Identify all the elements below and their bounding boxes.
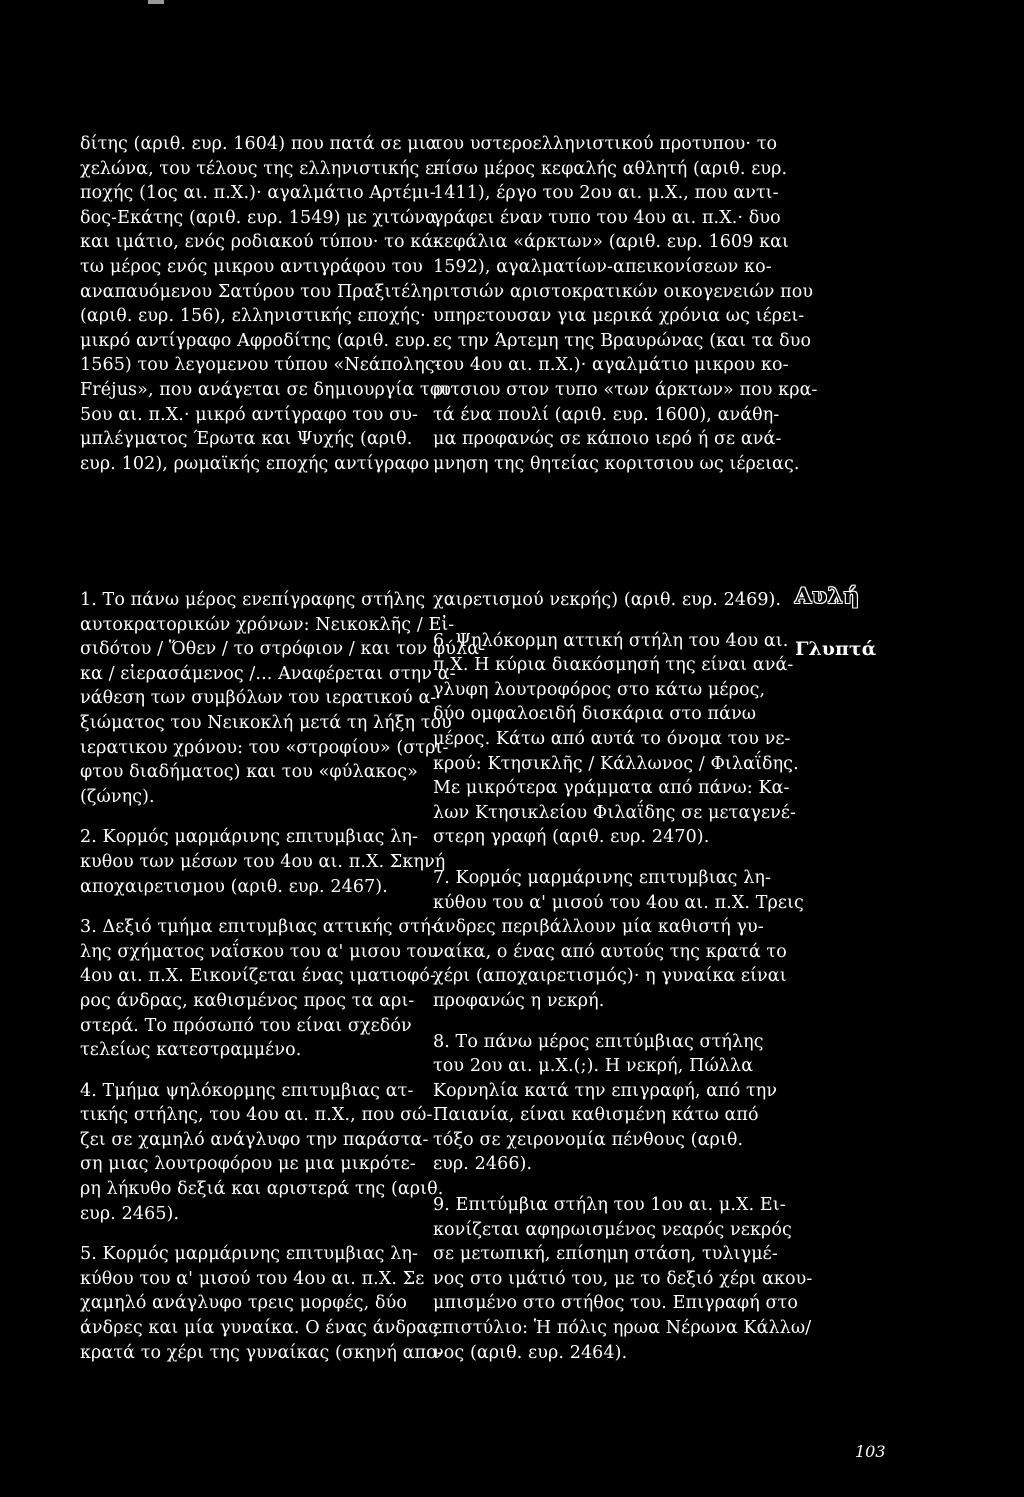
text-line: αναπαυόμενου Σατύρου του Πραξιτέλη — [80, 281, 433, 302]
text-line: μπλέγματος Έρωτα και Ψυχής (αριθ. — [80, 429, 413, 450]
masthead-title: Αυλή — [795, 583, 860, 608]
text-line: του υστεροελληνιστικού προτυπου· το — [433, 134, 778, 154]
body-text-left-column — [80, 132, 451, 476]
text-line: Παιανία, είναι καθισμένη κάτω από — [433, 1105, 759, 1126]
caption-paragraph — [80, 588, 485, 809]
text-line: στερη γραφή (αριθ. ευρ. 2470). — [433, 827, 710, 848]
text-line: κεφάλια «άρκτων» (αριθ. ευρ. 1609 και — [433, 232, 790, 253]
text-line: χαιρετισμού νεκρής) (αριθ. ευρ. 2469). — [433, 590, 782, 610]
text-line: τελείως κατεστραμμένο. — [80, 1040, 302, 1061]
text-line: 9. Επιτύμβια στήλη του 1ου αι. μ.Χ. Ει- — [433, 1195, 786, 1216]
text-line: 7. Κορμός μαρμάρινης επιτυμβιας λη- — [433, 867, 772, 888]
text-line: μπισμένο στο στήθος του. Επιγραφή στο — [433, 1293, 798, 1314]
text-line: κα / εἰερασάμενος /... Αναφέρεται στην α- — [80, 663, 456, 684]
text-line: 2. Κορμός μαρμάρινης επιτυμβιας λη- — [80, 827, 419, 848]
text-line: άνδρες και μία γυναίκα. Ο ένας άνδρας — [80, 1318, 439, 1339]
text-line: τά ένα πουλί (αριθ. ευρ. 1600), ανάθη- — [433, 404, 780, 425]
text-line: μικρό αντίγραφο Αφροδίτης (αριθ. ευρ. — [80, 330, 431, 351]
text-line: επιστύλιο: Ἡ πόλις ηρωα Νέρωνα Κάλλω/ — [433, 1318, 812, 1339]
caption-paragraph — [80, 1079, 485, 1227]
text-line: χαμηλό ανάγλυφο τρεις μορφές, δύο — [80, 1293, 407, 1314]
text-line: λων Κτησικλείου Φιλαΐδης σε μεταγενέ- — [433, 802, 797, 823]
caption-paragraph — [433, 1030, 812, 1178]
text-line: 8. Το πάνω μέρος επιτύμβιας στήλης — [433, 1031, 764, 1052]
text-line: δίτης (αριθ. ευρ. 1604) που πατά σε μια — [80, 134, 438, 154]
text-line: μα προφανώς σε κάποιο ιερό ή σε ανά- — [433, 429, 782, 450]
text-line: του 2ου αι. μ.Χ.(;). Η νεκρή, Πώλλα — [433, 1056, 754, 1077]
text-line: και ιμάτιο, ενός ροδιακού τύπου· το κά- — [80, 232, 440, 253]
text-line: ευρ. 102), ρωμαϊκής εποχής αντίγραφο — [80, 453, 430, 474]
text-line: νος στο ιμάτιό του, με το δεξιό χέρι ακου- — [433, 1268, 813, 1289]
text-line: 1592), αγαλματίων-απεικονίσεων κο- — [433, 256, 772, 277]
text-line: νάθεση των συμβόλων του ιερατικού α- — [80, 688, 437, 709]
text-line: 5. Κορμός μαρμάρινης επιτυμβιας λη- — [80, 1244, 419, 1265]
text-line: μνηση της θητείας κοριτσιου ως ιέρειας. — [433, 453, 800, 474]
caption-paragraph — [433, 1193, 812, 1365]
text-line: υπηρετουσαν για μερικά χρόνια ως ιέρει- — [433, 306, 805, 327]
caption-paragraph — [433, 588, 812, 613]
text-line: ποχής (1ος αι. π.Χ.)· αγαλμάτιο Αρτέμι- — [80, 183, 436, 204]
caption-paragraph — [433, 629, 812, 850]
body-text-right-column — [433, 132, 818, 476]
text-line: Fréjus», που ανάγεται σε δημιουργία του — [80, 379, 452, 400]
caption-paragraph — [80, 825, 485, 899]
text-line: κρατά το χέρι της γυναίκας (σκηνή απο- — [80, 1342, 443, 1363]
caption-paragraph — [80, 1242, 485, 1365]
text-line: 3. Δεξιό τμήμα επιτυμβιας αττικής στή- — [80, 917, 437, 938]
text-line: πίσω μέρος κεφαλής αθλητή (αριθ. ευρ. — [433, 158, 788, 179]
text-line: του 4ου αι. π.Χ.)· αγαλμάτιο μικρου κο- — [433, 355, 789, 376]
caption-paragraph — [80, 915, 485, 1063]
text-line: νος (αριθ. ευρ. 2464). — [433, 1342, 628, 1363]
text-line: 5ου αι. π.Χ.· μικρό αντίγραφο του συ- — [80, 404, 418, 425]
text-line: άνδρες περιβάλλουν μία καθιστή γυ- — [433, 917, 764, 938]
text-line: 1565) του λεγομενου τύπου «Νεάπολης- — [80, 355, 441, 376]
text-line: ναίκα, ο ένας από αυτούς της κρατά το — [433, 941, 787, 962]
text-line: τόξο σε χειρονομία πένθους (αριθ. — [433, 1129, 744, 1150]
text-line: αποχαιρετισμου (αριθ. ευρ. 2467). — [80, 876, 388, 897]
text-line: ριτσιών αριστοκρατικών οικογενειών που — [433, 281, 814, 302]
text-line: ιερατικου χρόνου: του «στροφίου» (στρι- — [80, 737, 449, 758]
text-line: Κορνηλία κατά την επιγραφή, από την — [433, 1080, 778, 1101]
text-line: χέρι (αποχαιρετισμός)· η γυναίκα είναι — [433, 966, 787, 987]
text-line: σιδότου / Ὅθεν / το στρόφιον / και τον φύλα- — [80, 639, 486, 660]
text-line: ευρ. 2465). — [80, 1203, 180, 1224]
text-line: ρη λήκυθο δεξιά και αριστερά της (αριθ. — [80, 1179, 444, 1200]
text-line: μέρος. Κάτω από αυτά το όνομα του νε- — [433, 728, 791, 749]
text-line: 1411), έργο του 2ου αι. μ.Χ., που αντι- — [433, 183, 779, 204]
text-line: (αριθ. ευρ. 156), ελληνιστικής εποχής· — [80, 306, 426, 327]
text-line: δος-Εκάτης (αριθ. ευρ. 1549) με χιτώνα — [80, 207, 438, 228]
text-line: σε μετωπική, επίσημη στάση, τυλιγμέ- — [433, 1244, 778, 1265]
text-line: κύθου του α' μισού του 4ου αι. π.Χ. Σε — [80, 1268, 425, 1289]
text-line: ρος άνδρας, καθισμένος προς τα αρι- — [80, 990, 415, 1011]
caption-paragraph — [433, 866, 812, 1014]
text-line: ζει σε χαμηλό ανάγλυφο την παράστα- — [80, 1129, 429, 1150]
captions-left-column — [80, 588, 485, 1381]
text-line: κύθου του α' μισού του 4ου αι. π.Χ. Τρεις — [433, 892, 804, 913]
text-line: 1. Το πάνω μέρος ενεπίγραφης στήλης — [80, 590, 426, 610]
text-line: 6. Ψηλόκορμη αττική στήλη του 4ου αι. — [433, 630, 789, 651]
text-line: δύο ομφαλοειδή δισκάρια στο πάνω — [433, 704, 757, 725]
text-line: κονίζεται αφηρωισμένος νεαρός νεκρός — [433, 1219, 792, 1240]
text-line: τω μέρος ενός μικρου αντιγράφου του — [80, 256, 423, 277]
top-edge-mark — [148, 0, 164, 4]
text-line: προφανώς η νεκρή. — [433, 990, 605, 1011]
text-line: π.Χ. Η κύρια διακόσμησή της είναι ανά- — [433, 655, 794, 676]
text-line: φτου διαδήματος) και του «φύλακος» — [80, 762, 418, 783]
text-line: κυθου των μέσων του 4ου αι. π.Χ. Σκηνή — [80, 851, 446, 872]
text-line: ες την Άρτεμη της Βραυρώνας (και τα δυο — [433, 330, 812, 351]
section-label: Γλυπτά — [795, 638, 877, 660]
page-number: 103 — [855, 1442, 886, 1461]
text-line: Με μικρότερα γράμματα από πάνω: Κα- — [433, 778, 790, 799]
text-line: γράφει έναν τυπο του 4ου αι. π.Χ.· δυο — [433, 207, 781, 228]
text-line: ευρ. 2466). — [433, 1154, 533, 1175]
text-line: τικής στήλης, του 4ου αι. π.Χ., που σώ- — [80, 1105, 433, 1126]
text-line: κρού: Κτησικλῆς / Κάλλωνος / Φιλαΐδης. — [433, 753, 799, 774]
text-line: ξιώματος του Νεικοκλή μετά τη λήξη του — [80, 712, 452, 733]
text-line: 4. Τμήμα ψηλόκορμης επιτυμβιας ατ- — [80, 1080, 414, 1101]
captions-right-column — [433, 588, 812, 1381]
text-line: 4ου αι. π.Χ. Εικονίζεται ένας ιματιοφό- — [80, 966, 437, 987]
text-line: γλυφη λουτροφόρος στο κάτω μέρος, — [433, 679, 766, 700]
text-line: (ζώνης). — [80, 786, 155, 807]
text-line: ση μιας λουτροφόρου με μια μικρότε- — [80, 1154, 416, 1175]
text-line: χελώνα, του τέλους της ελληνιστικής ε- — [80, 158, 441, 179]
text-line: ριτσιου στον τυπο «των άρκτων» που κρα- — [433, 379, 818, 400]
text-line: στερά. Το πρόσωπό του είναι σχεδόν — [80, 1015, 412, 1036]
text-line: αυτοκρατορικών χρόνων: Νεικοκλῆς / Εἰ- — [80, 614, 455, 635]
text-line: λης σχήματος ναΐσκου του α' μισου του — [80, 941, 438, 962]
